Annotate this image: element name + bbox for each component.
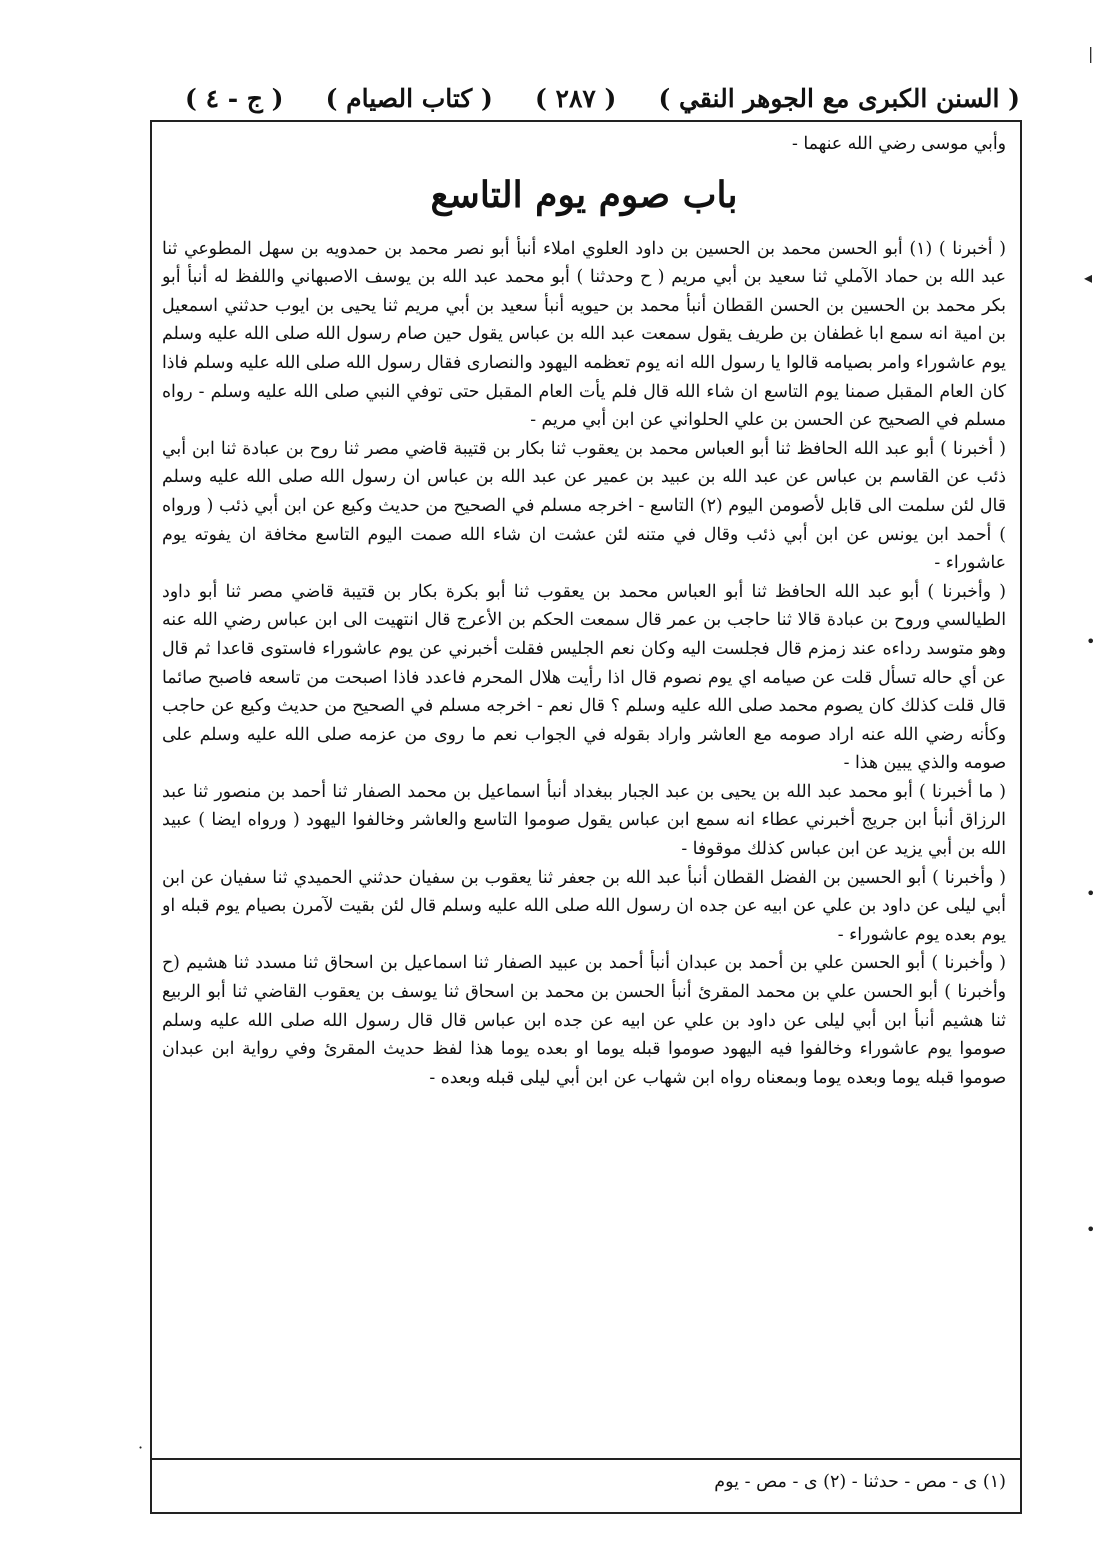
paragraph: ( ما أخبرنا ) أبو محمد عبد الله بن يحيى بن عبد الجبار ببغداد أنبأ اسماعيل بن محمد الصفار ثنا أحمد بن منصور ثنا عبد الرزاق أنبأ ابن جريج أخبرني عطاء انه سمع ابن عباس يقول صوموا التاسع والعاشر وخالفوا اليهود ( ورواه ايضا ) عبيد الله بن أبي يزيد عن ابن عباس كذلك موقوفا - (162, 781, 1006, 860)
page-number: ( ٢٨٧ ) (534, 83, 617, 113)
margin-mark: · (138, 1438, 144, 1457)
paragraph: ( وأخبرنا ) أبو الحسن علي بن أحمد بن عبدان أنبأ أحمد بن عبيد الصفار ثنا اسماعيل بن اسحاق ثنا مسدد ثنا هشيم (ح وأخبرنا ) أبو الحسن علي بن محمد المقرئ أنبأ الحسن بن محمد بن اسحاق ثنا يوسف بن يعقوب القاضي ثنا أبو الربيع ثنا هشيم أنبأ ابن أبي ليلى عن داود بن علي عن ابيه عن جده ابن عباس قال قال رسول الله صلى الله عليه وسلم صوموا يوم عاشوراء وخالفوا فيه اليهود صوموا قبله يوما او بعده يوما هذا لفظ حديث المقرئ وفي رواية ابن عبدان صوموا قبله يوما وبعده يوما وبمعناه رواه ابن شهاب عن ابن أبي ليلى قبله وبعده - (162, 953, 1006, 1088)
footnote: (١) ى - مص - حدثنا - (٢) ى - مص - يوم (714, 1472, 1006, 1492)
margin-mark: ◂ (1084, 268, 1093, 287)
footnote-divider (150, 1458, 1022, 1460)
book-title: ( السنن الكبرى مع الجوهر النقي ) (658, 83, 1020, 113)
running-header (185, 78, 1020, 118)
margin-mark: | (1088, 44, 1094, 63)
chapter-title: ( كتاب الصيام ) (325, 83, 493, 113)
section-title: باب صوم يوم التاسع (430, 173, 738, 216)
margin-mark: • (1086, 632, 1096, 651)
intro-line: وأبي موسى رضي الله عنهما - (792, 134, 1006, 154)
volume-number: ( ج - ٤ ) (185, 83, 284, 113)
paragraph: ( وأخبرنا ) أبو الحسين بن الفضل القطان أنبأ عبد الله بن جعفر ثنا يعقوب بن سفيان حدثني الحميدي ثنا سفيان عن ابن أبي ليلى عن داود بن علي عن ابيه عن جده ان رسول الله صلى الله عليه وسلم قال لئن بقيت لآمرن بصيام يوم قبله او يوم بعده يوم عاشوراء - (162, 867, 1006, 945)
margin-mark: • (1086, 1220, 1096, 1239)
paragraph: ( وأخبرنا ) أبو عبد الله الحافظ ثنا أبو العباس محمد بن يعقوب ثنا أبو بكرة بكار بن قتيبة قاضي مصر ثنا أبو داود الطيالسي وروح بن عبادة قالا ثنا حاجب بن عمر قال سمعت الحكم بن الأعرج قال انتهيت الى ابن عباس رضي الله عنه وهو متوسد رداءه عند زمزم قال فجلست اليه وكان نعم الجليس فقلت أخبرني عن يوم عاشوراء فاستوى قاعدا ثم قال عن أي حاله تسأل قلت عن صيامه اي يوم نصوم قال اذا رأيت هلال المحرم فاعدد فاذا اصبحت من تاسعه فاصبح صائما قال قلت كذلك كان يصوم محمد صلى الله عليه وسلم ؟ قال نعم - اخرجه مسلم في الصحيح من حديث وكيع عن حاجب وكأنه رضي الله عنه اراد صومه مع العاشر واراد بقوله في الجواب نعم ما روى من عزمه صلى الله عليه وسلم على صومه والذي يبين هذا - (162, 581, 1006, 774)
margin-mark: • (1086, 884, 1096, 903)
paragraph: ( أخبرنا ) أبو عبد الله الحافظ ثنا أبو العباس محمد بن يعقوب ثنا بكار بن قتيبة قاضي مصر ثنا روح بن عبادة ثنا ابن أبي ذئب عن القاسم بن عباس عن عبد الله بن عبيد بن عمير عن عبد الله بن عباس ان رسول الله صلى الله عليه وسلم قال لئن سلمت الى قابل لأصومن اليوم (٢) التاسع - اخرجه مسلم في الصحيح من حديث وكيع عن ابن أبي ذئب ( ورواه ) أحمد ابن يونس عن ابن أبي ذئب وقال في متنه لئن عشت ان شاء الله صمت اليوم التاسع مخافة ان يفوته يوم عاشوراء - (162, 438, 1007, 574)
paragraph: ( أخبرنا ) (١) أبو الحسن محمد بن الحسين بن داود العلوي املاء أنبأ أبو نصر محمد بن حمدويه بن سهل المطوعي ثنا عبد الله بن حماد الآملي ثنا سعيد بن أبي مريم ( ح وحدثنا ) أبو محمد عبد الله بن يوسف الاصبهاني واللفظ له أنبأ أبو بكر محمد بن الحسين بن الحسن القطان أنبأ محمد بن حيويه أنبأ سعيد بن أبي مريم ثنا يحيى بن ايوب حدثني اسمعيل بن امية انه سمع ابا غطفان بن طريف يقول سمعت عبد الله بن عباس يقول حين صام رسول الله صلى الله عليه وسلم يوم عاشوراء وامر بصيامه قالوا يا رسول الله انه يوم تعظمه اليهود والنصارى فقال رسول الله صلى الله عليه وسلم فاذا كان العام المقبل صمنا يوم التاسع ان شاء الله قال فلم يأت العام المقبل حتى توفي النبي صلى الله عليه وسلم - رواه مسلم في الصحيح عن الحسن بن علي الحلواني عن ابن أبي مريم - (162, 238, 1006, 431)
main-text (162, 130, 1006, 1450)
frame-bottom-rule (150, 1512, 1022, 1514)
